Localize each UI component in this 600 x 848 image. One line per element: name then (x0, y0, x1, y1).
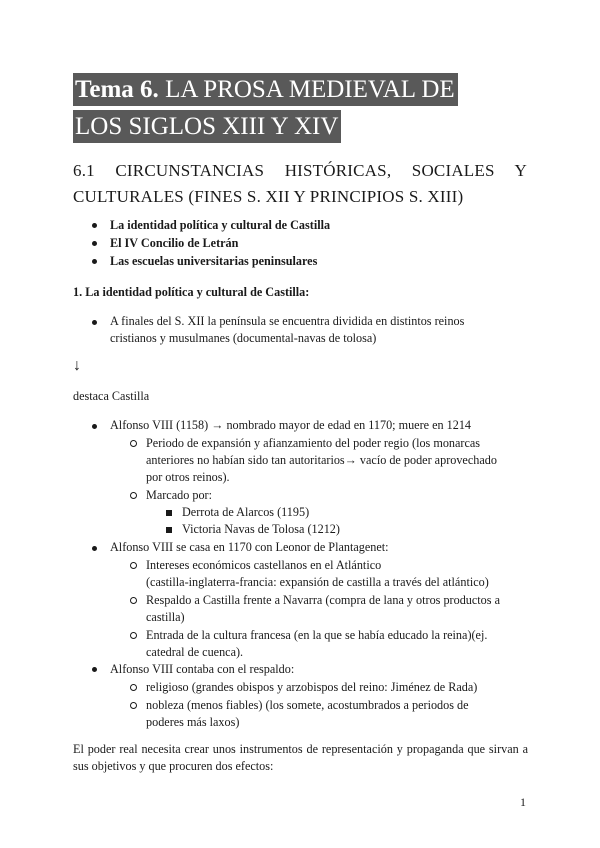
bullet-ring (130, 562, 137, 569)
list-item: Intereses económicos castellanos en el Atlántico (146, 558, 382, 572)
list-item: castilla) (146, 610, 185, 624)
bullet-ring (130, 684, 137, 691)
bullet-dot (92, 424, 97, 429)
title-line-1: Tema 6. LA PROSA MEDIEVAL DE (73, 73, 458, 106)
list-item: por otros reinos). (146, 470, 230, 484)
subsection-heading: 1. La identidad política y cultural de Castilla: (73, 285, 310, 299)
bullet-ring (130, 597, 137, 604)
title-line-2: LOS SIGLOS XIII Y XIV (73, 110, 341, 143)
bullet-dot (92, 241, 97, 246)
bullet-ring (130, 440, 137, 447)
list-item: Alfonso VIII se casa en 1170 con Leonor de Plantagenet: (110, 540, 389, 554)
body-text: A finales del S. XII la península se encuentra dividida en distintos reinos (110, 314, 465, 328)
list-item: Respaldo a Castilla frente a Navarra (compra de lana y otros productos a (146, 593, 500, 607)
list-item: Periodo de expansión y afianzamiento del poder regio (los monarcas (146, 436, 481, 450)
page-title (73, 73, 533, 147)
bullet-ring (130, 702, 137, 709)
toc-item: Las escuelas universitarias peninsulares (110, 254, 318, 268)
list-item: anteriores no habían sido tan autoritarios→ vacío de poder aprovechado (146, 453, 497, 467)
bullet-square (166, 510, 172, 516)
list-item: nobleza (menos fiables) (los somete, acostumbrados a periodos de (146, 698, 469, 712)
list-item: (castilla-inglaterra-francia: expansión de castilla a través del atlántico) (146, 575, 489, 589)
toc-item: La identidad política y cultural de Castilla (110, 218, 331, 232)
bullet-dot (92, 320, 97, 325)
bullet-dot (92, 667, 97, 672)
list-item: Alfonso VIII contaba con el respaldo: (110, 662, 295, 676)
bullet-square (166, 527, 172, 533)
list-item: Derrota de Alarcos (1195) (182, 505, 310, 519)
list-item: religioso (grandes obispos y arzobispos del reino: Jiménez de Rada) (146, 680, 478, 694)
toc-item: El IV Concilio de Letrán (110, 236, 239, 250)
bullet-dot (92, 223, 97, 228)
list-item: Victoria Navas de Tolosa (1212) (182, 522, 340, 536)
list-item: poderes más laxos) (146, 715, 240, 729)
page-number: 1 (520, 795, 526, 809)
list-item: catedral de cuenca). (146, 645, 244, 659)
section-heading: 6.1 CIRCUNSTANCIAS HISTÓRICAS, SOCIALES Y CULTURALES (FINES S. XII Y PRINCIPIOS S. XIII) (73, 161, 527, 206)
list-item: Marcado por: (146, 488, 212, 502)
bullet-dot (92, 259, 97, 264)
bullet-ring (130, 632, 137, 639)
down-arrow-icon: ↓ (73, 357, 81, 374)
bullet-dot (92, 546, 97, 551)
closing-paragraph: El poder real necesita crear unos instrumentos de representación y propaganda que sirvan a sus objetivos y que procuren dos efectos: (73, 742, 528, 773)
bullet-ring (130, 492, 137, 499)
list-item: Alfonso VIII (1158) → nombrado mayor de edad en 1170; muere en 1214 (110, 418, 472, 432)
body-text: cristianos y musulmanes (documental-navas de tolosa) (110, 331, 377, 345)
list-item: Entrada de la cultura francesa (en la que se había educado la reina)(ej. (146, 628, 488, 642)
body-text: destaca Castilla (73, 389, 150, 403)
